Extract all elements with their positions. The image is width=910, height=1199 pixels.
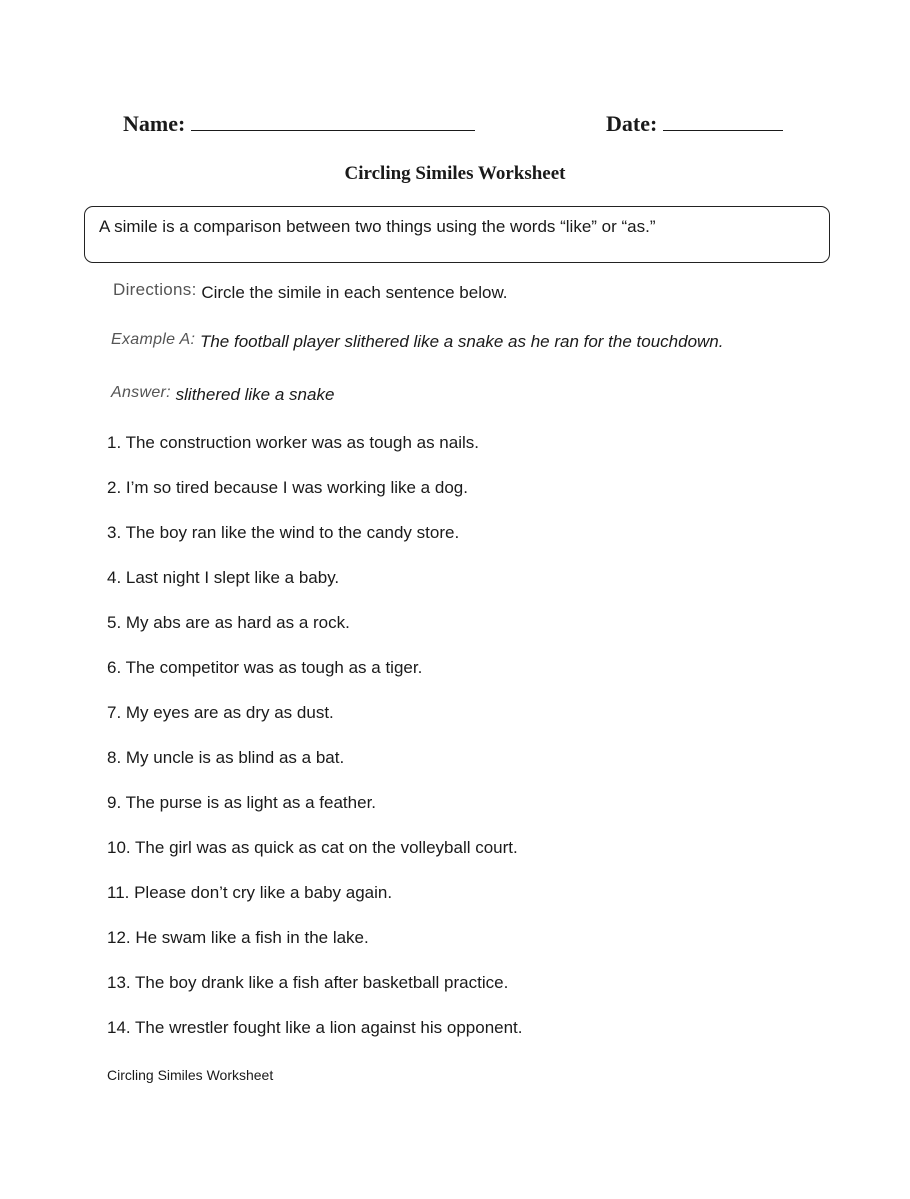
- question-item[interactable]: 3. The boy ran like the wind to the candy store.: [107, 523, 460, 542]
- answer-label: Answer:: [111, 384, 171, 401]
- example-label: Example A:: [111, 331, 196, 348]
- example-text: The football player slithered like a snake as he ran for the touchdown.: [199, 332, 724, 351]
- answer-text: slithered like a snake: [175, 385, 335, 404]
- date-field: [606, 106, 783, 137]
- name-label: Name:: [123, 111, 186, 136]
- name-blank-line[interactable]: [191, 106, 475, 131]
- date-label: Date:: [606, 111, 658, 136]
- example-a: [107, 327, 747, 357]
- question-item[interactable]: 11. Please don’t cry like a baby again.: [107, 883, 393, 902]
- directions-text: Circle the simile in each sentence below.: [201, 283, 508, 302]
- date-blank-line[interactable]: [663, 106, 783, 131]
- question-item[interactable]: 8. My uncle is as blind as a bat.: [107, 748, 345, 767]
- name-field: [123, 106, 475, 137]
- question-item[interactable]: 9. The purse is as light as a feather.: [107, 793, 377, 812]
- footer: Circling Similes Worksheet: [107, 1067, 274, 1083]
- definition-text: A simile is a comparison between two things using the words “like” or “as.”: [99, 217, 656, 236]
- question-item[interactable]: 6. The competitor was as tough as a tiger.: [107, 658, 423, 677]
- answer: [111, 385, 334, 405]
- question-item[interactable]: 10. The girl was as quick as cat on the volleyball court.: [107, 838, 518, 857]
- question-list: [107, 431, 523, 1061]
- question-item[interactable]: 4. Last night I slept like a baby.: [107, 568, 340, 587]
- question-item[interactable]: 14. The wrestler fought like a lion against his opponent.: [107, 1018, 523, 1037]
- question-item[interactable]: 7. My eyes are as dry as dust.: [107, 703, 334, 722]
- question-item[interactable]: 13. The boy drank like a fish after basketball practice.: [107, 973, 509, 992]
- question-item[interactable]: 12. He swam like a fish in the lake.: [107, 928, 369, 947]
- definition-box: [84, 206, 830, 263]
- directions: [113, 280, 508, 303]
- header-row: [0, 106, 910, 140]
- question-item[interactable]: 5. My abs are as hard as a rock.: [107, 613, 350, 632]
- worksheet-title: Circling Similes Worksheet: [344, 163, 566, 184]
- directions-label: Directions:: [113, 280, 197, 299]
- question-item[interactable]: 2. I’m so tired because I was working like a dog.: [107, 478, 468, 497]
- question-item[interactable]: 1. The construction worker was as tough as nails.: [107, 433, 479, 452]
